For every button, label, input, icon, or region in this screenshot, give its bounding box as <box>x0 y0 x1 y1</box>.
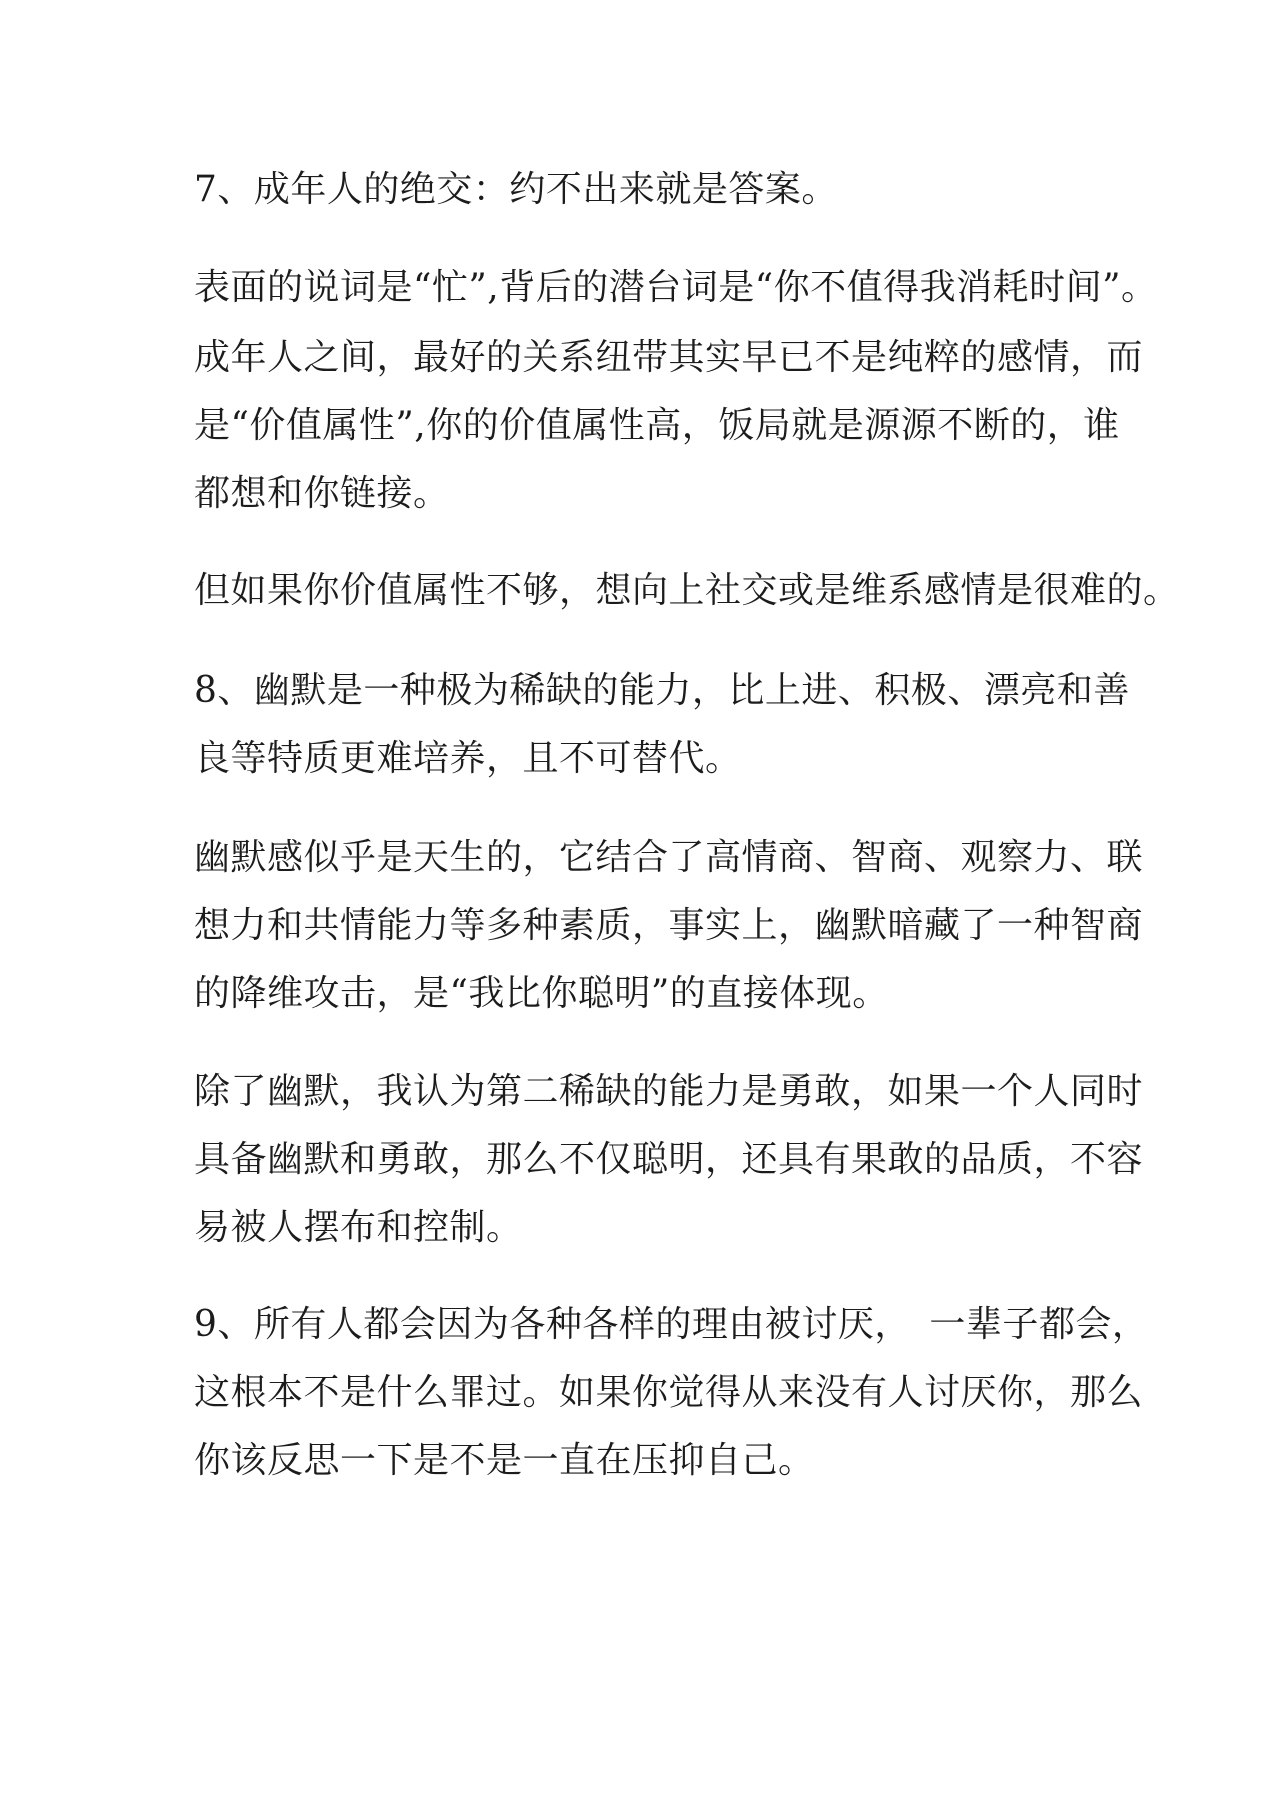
heading-9-cont: 这根本不是什么罪过。如果你觉得从来没有人讨厌你，那么 <box>194 1372 1144 1413</box>
paragraph-line: 但如果你价值属性不够，想向上社交或是维系感情是很难的。 <box>194 570 1180 611</box>
heading-9: 9、所有人都会因为各种各样的理由被讨厌， 一辈子都会， <box>194 1304 1149 1345</box>
paragraph-line: 想力和共情能力等多种素质，事实上，幽默暗藏了一种智商 <box>194 905 1144 946</box>
paragraph-line: 除了幽默，我认为第二稀缺的能力是勇敢，如果一个人同时 <box>194 1071 1144 1112</box>
paragraph-line: 易被人摆布和控制。 <box>194 1207 523 1248</box>
heading-8: 8、幽默是一种极为稀缺的能力，比上进、积极、漂亮和善 <box>194 670 1130 711</box>
heading-9-cont: 你该反思一下是不是一直在压抑自己。 <box>194 1440 815 1481</box>
paragraph-line: 成年人之间，最好的关系纽带其实早已不是纯粹的感情，而 <box>194 337 1144 378</box>
paragraph-line: 的降维攻击，是“我比你聪明”的直接体现。 <box>194 973 889 1014</box>
heading-8-cont: 良等特质更难培养，且不可替代。 <box>194 738 742 779</box>
paragraph-line: 幽默感似乎是天生的，它结合了高情商、智商、观察力、联 <box>194 837 1144 878</box>
paragraph-line: 是“价值属性”,你的价值属性高，饭局就是源源不断的，谁 <box>194 405 1120 446</box>
paragraph-line: 都想和你链接。 <box>194 473 450 514</box>
paragraph-line: 表面的说词是“忙”,背后的潜台词是“你不值得我消耗时间”。 <box>194 267 1158 308</box>
heading-7: 7、成年人的绝交：约不出来就是答案。 <box>194 169 838 210</box>
paragraph-line: 具备幽默和勇敢，那么不仅聪明，还具有果敢的品质，不容 <box>194 1139 1144 1180</box>
